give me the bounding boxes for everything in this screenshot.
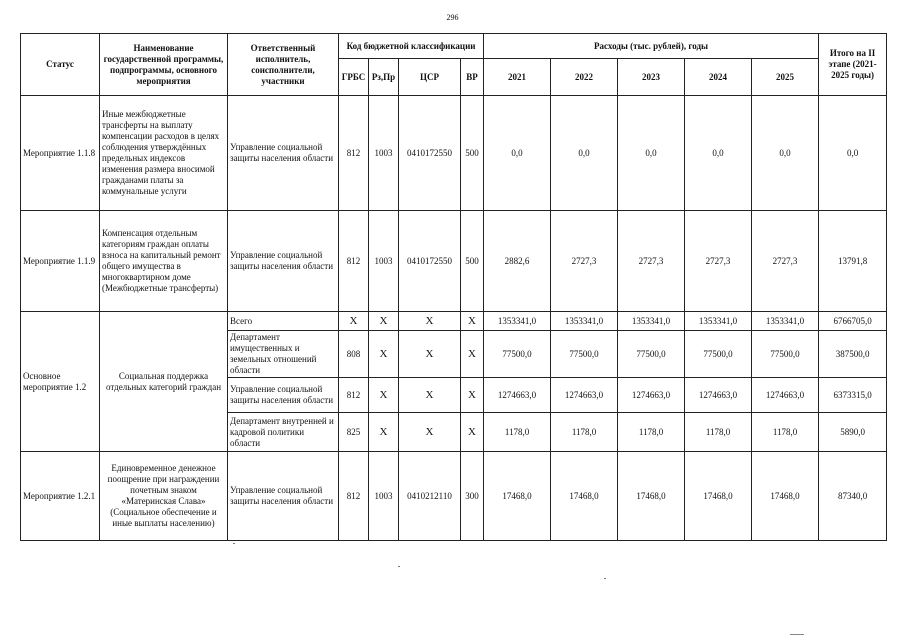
row-value-2023: 2727,3 — [618, 211, 685, 312]
header-budget-code: Код бюджетной классификации — [339, 34, 484, 59]
row-csr: X — [399, 378, 461, 413]
row-value-2025: 17468,0 — [752, 452, 819, 541]
header-total: Итого на II этапе (2021-2025 годы) — [819, 34, 887, 96]
row-value-2024: 2727,3 — [685, 211, 752, 312]
table-row — [21, 312, 887, 331]
row-value-2022: 1274663,0 — [551, 378, 618, 413]
row-vr: X — [461, 331, 484, 378]
row-vr: X — [461, 413, 484, 452]
row-value-2023: 1353341,0 — [618, 312, 685, 331]
header-vr: ВР — [461, 59, 484, 96]
row-csr: 0410172550 — [399, 96, 461, 211]
scan-speck — [233, 543, 235, 544]
row-rzpr: 1003 — [369, 452, 399, 541]
row-responsible: Управление социальной защиты населения области — [228, 211, 339, 312]
row-rzpr: X — [369, 378, 399, 413]
header-year-2025: 2025 — [752, 59, 819, 96]
row-value-2024: 77500,0 — [685, 331, 752, 378]
row-status: Мероприятие 1.2.1 — [21, 452, 100, 541]
row-responsible: Управление социальной защиты населения области — [228, 378, 339, 413]
row-responsible: Управление социальной защиты населения области — [228, 96, 339, 211]
row-total: 387500,0 — [819, 331, 887, 378]
row-csr: 0410212110 — [399, 452, 461, 541]
header-csr: ЦСР — [399, 59, 461, 96]
row-value-2021: 77500,0 — [484, 331, 551, 378]
row-value-2022: 77500,0 — [551, 331, 618, 378]
row-value-2024: 1353341,0 — [685, 312, 752, 331]
header-responsible: Ответственный исполнитель, соисполнители, участники — [228, 34, 339, 96]
row-rzpr: X — [369, 312, 399, 331]
row-total: 13791,8 — [819, 211, 887, 312]
row-value-2025: 1353341,0 — [752, 312, 819, 331]
header-row-top — [21, 34, 887, 59]
row-value-2021: 1353341,0 — [484, 312, 551, 331]
row-status: Мероприятие 1.1.8 — [21, 96, 100, 211]
scan-speck — [790, 634, 804, 635]
row-grbs: 812 — [339, 96, 369, 211]
row-status: Основное мероприятие 1.2 — [21, 312, 100, 452]
row-grbs: 812 — [339, 211, 369, 312]
row-responsible: Департамент имущественных и земельных отношений области — [228, 331, 339, 378]
row-csr: X — [399, 413, 461, 452]
row-value-2024: 1274663,0 — [685, 378, 752, 413]
row-name: Социальная поддержка отдельных категорий граждан — [100, 312, 228, 452]
row-responsible: Всего — [228, 312, 339, 331]
row-value-2022: 17468,0 — [551, 452, 618, 541]
header-year-2023: 2023 — [618, 59, 685, 96]
row-value-2023: 1178,0 — [618, 413, 685, 452]
row-vr: X — [461, 378, 484, 413]
row-value-2025: 1274663,0 — [752, 378, 819, 413]
header-expenses: Расходы (тыс. рублей), годы — [484, 34, 819, 59]
row-vr: 300 — [461, 452, 484, 541]
row-value-2022: 1178,0 — [551, 413, 618, 452]
row-rzpr: X — [369, 331, 399, 378]
row-total: 5890,0 — [819, 413, 887, 452]
row-name: Единовременное денежное поощрение при награждении почетным знаком «Материнская Слава» (Социальное обеспечение и иные выплаты населению) — [100, 452, 228, 541]
row-value-2021: 0,0 — [484, 96, 551, 211]
header-rzpr: Рз,Пр — [369, 59, 399, 96]
row-name: Компенсация отдельным категориям граждан оплаты взноса на капитальный ремонт общего имущества в многоквартирном доме (Межбюджетные трансферты) — [100, 211, 228, 312]
row-grbs: 825 — [339, 413, 369, 452]
row-grbs: 812 — [339, 378, 369, 413]
row-value-2021: 1274663,0 — [484, 378, 551, 413]
table-row — [21, 211, 887, 312]
row-csr: X — [399, 331, 461, 378]
row-csr: 0410172550 — [399, 211, 461, 312]
page-number: 296 — [446, 13, 459, 22]
header-year-2022: 2022 — [551, 59, 618, 96]
row-value-2022: 0,0 — [551, 96, 618, 211]
row-value-2025: 77500,0 — [752, 331, 819, 378]
row-rzpr: X — [369, 413, 399, 452]
row-value-2022: 1353341,0 — [551, 312, 618, 331]
scan-speck — [398, 566, 400, 567]
row-grbs: 808 — [339, 331, 369, 378]
row-responsible: Управление социальной защиты населения области — [228, 452, 339, 541]
row-total: 0,0 — [819, 96, 887, 211]
row-total: 6373315,0 — [819, 378, 887, 413]
row-rzpr: 1003 — [369, 96, 399, 211]
row-csr: X — [399, 312, 461, 331]
row-value-2024: 17468,0 — [685, 452, 752, 541]
row-vr: 500 — [461, 96, 484, 211]
row-value-2023: 17468,0 — [618, 452, 685, 541]
row-value-2023: 77500,0 — [618, 331, 685, 378]
row-value-2021: 1178,0 — [484, 413, 551, 452]
row-grbs: X — [339, 312, 369, 331]
row-grbs: 812 — [339, 452, 369, 541]
row-name: Иные межбюджетные трансферты на выплату компенсации расходов в целях соблюдения утверждённых предельных индексов изменения размера вносимой гражданами платы за коммунальные услуги — [100, 96, 228, 211]
row-value-2025: 0,0 — [752, 96, 819, 211]
row-vr: X — [461, 312, 484, 331]
row-status: Мероприятие 1.1.9 — [21, 211, 100, 312]
budget-table — [20, 33, 887, 541]
header-status: Статус — [21, 34, 100, 96]
header-program-name: Наименование государственной программы, подпрограммы, основного мероприятия — [100, 34, 228, 96]
row-responsible: Департамент внутренней и кадровой политики области — [228, 413, 339, 452]
header-year-2024: 2024 — [685, 59, 752, 96]
row-value-2023: 1274663,0 — [618, 378, 685, 413]
row-value-2022: 2727,3 — [551, 211, 618, 312]
row-value-2024: 1178,0 — [685, 413, 752, 452]
table-row — [21, 452, 887, 541]
table-row — [21, 96, 887, 211]
row-vr: 500 — [461, 211, 484, 312]
row-rzpr: 1003 — [369, 211, 399, 312]
row-value-2021: 2882,6 — [484, 211, 551, 312]
row-value-2023: 0,0 — [618, 96, 685, 211]
header-year-2021: 2021 — [484, 59, 551, 96]
row-total: 87340,0 — [819, 452, 887, 541]
row-value-2025: 1178,0 — [752, 413, 819, 452]
row-value-2025: 2727,3 — [752, 211, 819, 312]
scan-speck — [604, 578, 606, 579]
row-value-2024: 0,0 — [685, 96, 752, 211]
header-grbs: ГРБС — [339, 59, 369, 96]
row-value-2021: 17468,0 — [484, 452, 551, 541]
row-total: 6766705,0 — [819, 312, 887, 331]
